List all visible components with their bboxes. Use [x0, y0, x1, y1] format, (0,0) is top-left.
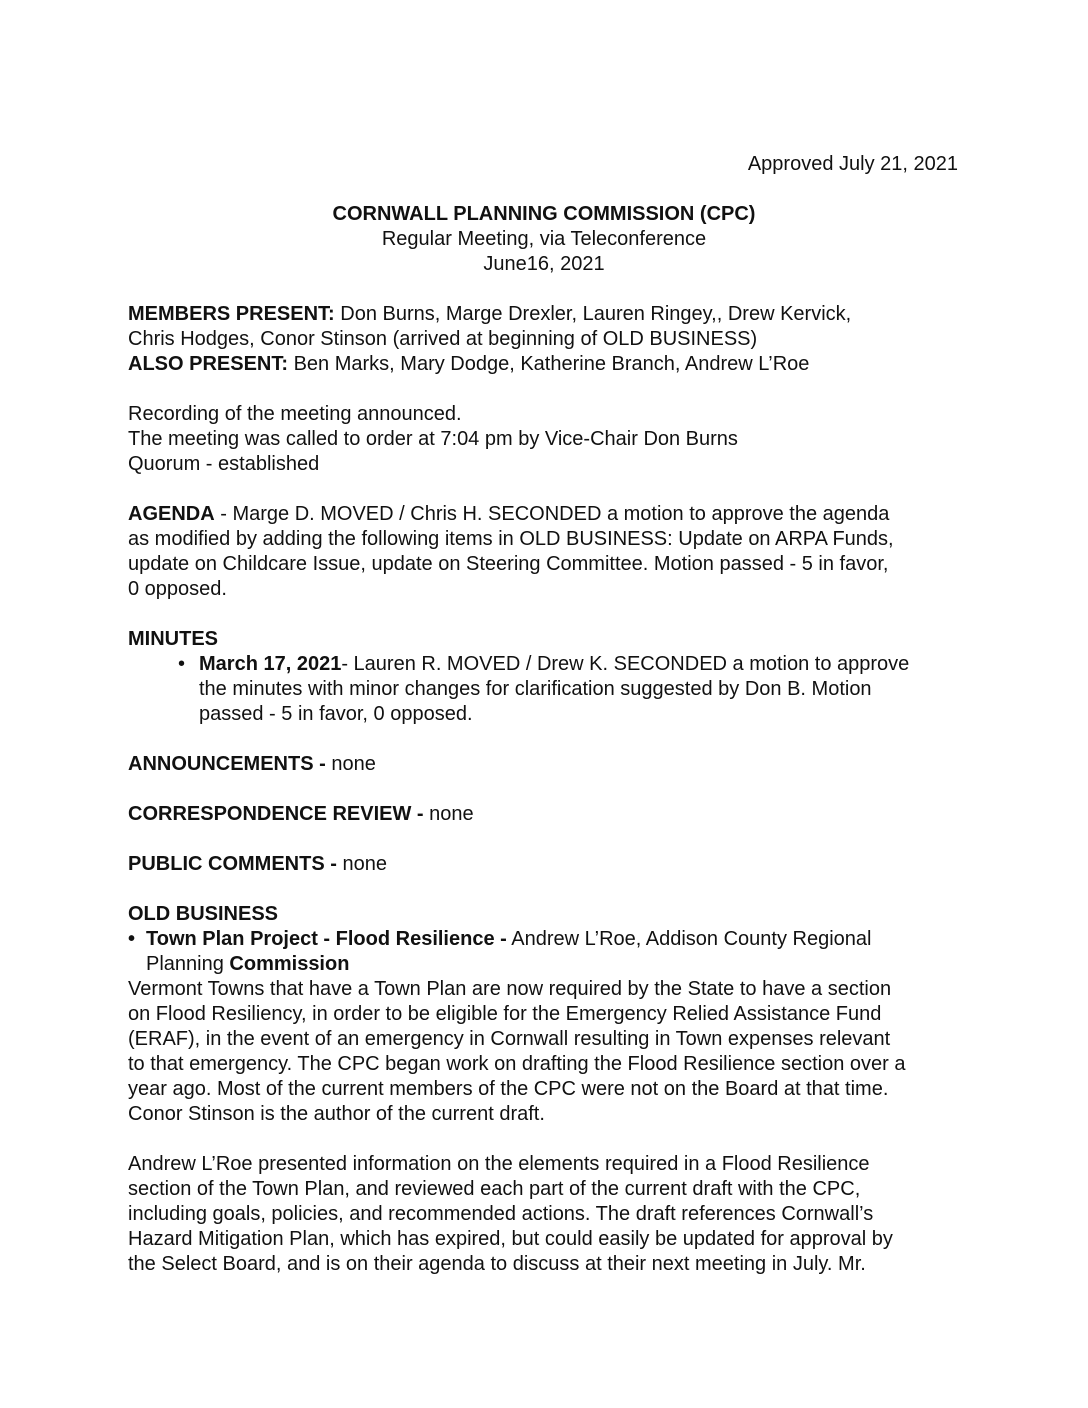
paragraph-line: (ERAF), in the event of an emergency in Cornwall resulting in Town expenses relevant — [128, 1028, 891, 1050]
paragraph-line: Vermont Towns that have a Town Plan are now required by the State to have a section — [128, 978, 892, 1000]
bullet-icon: • — [128, 928, 136, 950]
correspondence-text: none — [423, 803, 474, 825]
announcements-text: none — [325, 753, 376, 775]
document-subtitle: Regular Meeting, via Teleconference — [381, 228, 707, 250]
members-present-names: Don Burns, Marge Drexler, Lauren Ringey,, Drew Kervick, — [334, 303, 852, 325]
correspondence-label: CORRESPONDENCE REVIEW - — [128, 803, 424, 825]
minutes-item-line: the minutes with minor changes for clarification suggested by Don B. Motion — [199, 678, 872, 700]
agenda-line: update on Childcare Issue, update on Steering Committee. Motion passed - 5 in favor, — [128, 553, 889, 575]
minutes-item-line — [199, 652, 909, 677]
minutes-item-text: - Lauren R. MOVED / Drew K. SECONDED a motion to approve — [341, 653, 910, 675]
agenda-line: 0 opposed. — [128, 578, 227, 600]
announcements-line — [128, 752, 376, 777]
meeting-date: June16, 2021 — [483, 253, 605, 275]
paragraph-line: to that emergency. The CPC began work on drafting the Flood Resilience section over a — [128, 1053, 906, 1075]
minutes-item-line: passed - 5 in favor, 0 opposed. — [199, 703, 473, 725]
paragraph-line: on Flood Resiliency, in order to be eligible for the Emergency Relied Assistance Fund — [128, 1003, 882, 1025]
correspondence-line — [128, 802, 474, 827]
old-business-item-line — [146, 952, 349, 977]
document-title: CORNWALL PLANNING COMMISSION (CPC) — [332, 203, 756, 225]
opening-line: The meeting was called to order at 7:04 pm by Vice-Chair Don Burns — [128, 428, 738, 450]
old-business-item-text: Planning — [146, 953, 230, 975]
old-business-item-line — [146, 927, 871, 952]
also-present-names: Ben Marks, Mary Dodge, Katherine Branch, Andrew L’Roe — [288, 353, 810, 375]
also-present-label: ALSO PRESENT: — [128, 353, 289, 375]
announcements-label: ANNOUNCEMENTS - — [128, 753, 326, 775]
public-comments-text: none — [336, 853, 387, 875]
approval-note: Approved July 21, 2021 — [747, 153, 958, 175]
old-business-heading: OLD BUSINESS — [128, 903, 279, 925]
paragraph-line: section of the Town Plan, and reviewed each part of the current draft with the CPC, — [128, 1178, 861, 1200]
minutes-item-date: March 17, 2021 — [199, 653, 342, 675]
paragraph-line: Hazard Mitigation Plan, which has expired, but could easily be updated for approval by — [128, 1228, 893, 1250]
paragraph-line: year ago. Most of the current members of the CPC were not on the Board at that time. — [128, 1078, 889, 1100]
old-business-item-text: Andrew L’Roe, Addison County Regional — [506, 928, 872, 950]
agenda-line: as modified by adding the following items in OLD BUSINESS: Update on ARPA Funds, — [128, 528, 894, 550]
opening-line: Quorum - established — [128, 453, 320, 475]
agenda-label: AGENDA — [128, 503, 215, 525]
agenda-line — [128, 502, 889, 527]
paragraph-line: the Select Board, and is on their agenda to discuss at their next meeting in July. Mr. — [128, 1253, 866, 1275]
bullet-icon: • — [178, 653, 186, 675]
public-comments-line — [128, 852, 387, 877]
also-present-line — [128, 352, 809, 377]
public-comments-label: PUBLIC COMMENTS - — [128, 853, 337, 875]
members-present-continued: Chris Hodges, Conor Stinson (arrived at beginning of OLD BUSINESS) — [128, 328, 758, 350]
members-present-label: MEMBERS PRESENT: — [128, 303, 335, 325]
old-business-item-title: Town Plan Project - Flood Resilience - — [146, 928, 507, 950]
opening-line: Recording of the meeting announced. — [128, 403, 462, 425]
agenda-text: - Marge D. MOVED / Chris H. SECONDED a motion to approve the agenda — [214, 503, 890, 525]
old-business-item-bold: Commission — [229, 953, 350, 975]
members-present-line — [128, 302, 851, 327]
paragraph-line: including goals, policies, and recommended actions. The draft references Cornwall’s — [128, 1203, 874, 1225]
minutes-heading: MINUTES — [128, 628, 218, 650]
paragraph-line: Conor Stinson is the author of the current draft. — [128, 1103, 545, 1125]
paragraph-line: Andrew L’Roe presented information on the elements required in a Flood Resilience — [128, 1153, 870, 1175]
